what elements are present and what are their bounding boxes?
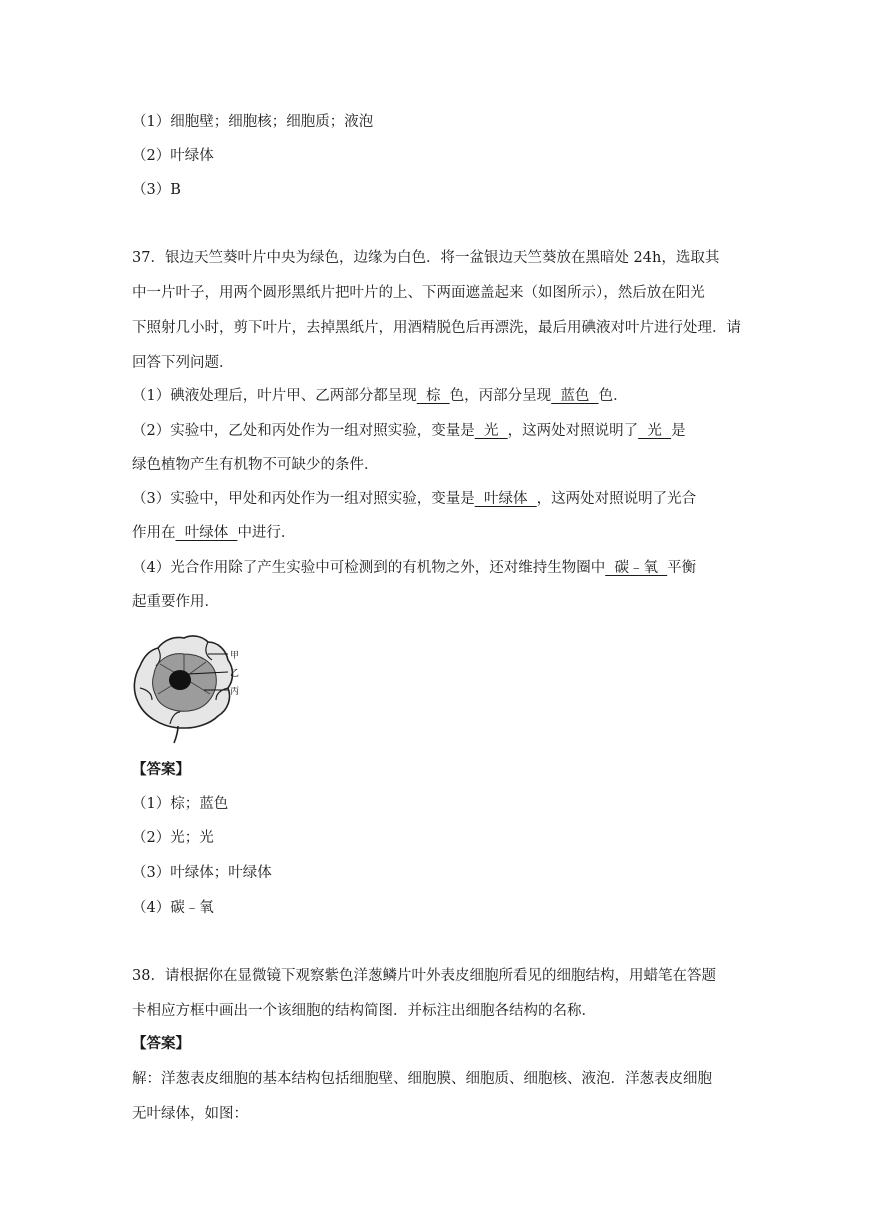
blank-answer: 光 [474, 423, 508, 439]
q37-answer-1: （1）棕；蓝色 [132, 796, 229, 812]
prev-answer-3: （3）B [132, 182, 181, 198]
label-yi: 乙 [230, 669, 240, 679]
q37-answer-3: （3）叶绿体；叶绿体 [132, 865, 272, 881]
blank-answer: 棕 [416, 388, 450, 404]
blank-answer: 蓝色 [551, 388, 599, 404]
label-jia: 甲 [230, 651, 240, 661]
q37-answer-title: 【答案】 [132, 762, 190, 778]
q37-sub2: （2）实验中，乙处和丙处作为一组对照实验，变量是 光 ，这两处对照说明了 光 是 [132, 423, 686, 439]
q37-stem-line-4: 回答下列问题． [132, 355, 234, 371]
q38-answer-title: 【答案】 [132, 1036, 190, 1052]
leaf-figure [130, 628, 242, 744]
q37-sub3: （3）实验中，甲处和丙处作为一组对照实验，变量是 叶绿体 ，这两处对照说明了光合 [132, 491, 697, 507]
blank-answer: 光 [638, 423, 672, 439]
prev-answer-1: （1）细胞壁；细胞核；细胞质；液泡 [132, 114, 374, 130]
q38-explain-line-1: 解：洋葱表皮细胞的基本结构包括细胞壁、细胞膜、细胞质、细胞核、液泡．洋葱表皮细胞 [132, 1071, 712, 1087]
q37-stem-line-1: 37．银边天竺葵叶片中央为绿色，边缘为白色．将一盆银边天竺葵放在黑暗处 24h，选取其 [132, 250, 720, 266]
prev-answer-2: （2）叶绿体 [132, 148, 214, 164]
q37-answer-4: （4）碳﹣氧 [132, 900, 214, 916]
q37-sub3-cont: 作用在 叶绿体 中进行． [132, 525, 296, 541]
q37-sub2-cont: 绿色植物产生有机物不可缺少的条件． [132, 457, 379, 473]
q38-stem-line-2: 卡相应方框中画出一个该细胞的结构简图．并标注出细胞各结构的名称． [132, 1003, 596, 1019]
q37-sub1: （1）碘液处理后，叶片甲、乙两部分都呈现 棕 色，丙部分呈现 蓝色 色． [132, 388, 628, 404]
q38-stem-line-1: 38．请根据你在显微镜下观察紫色洋葱鳞片叶外表皮细胞所看见的细胞结构，用蜡笔在答题 [132, 968, 716, 984]
blank-answer: 叶绿体 [175, 525, 238, 541]
q37-sub4-cont: 起重要作用． [132, 594, 219, 610]
q37-answer-2: （2）光；光 [132, 830, 214, 846]
q37-sub4: （4）光合作用除了产生实验中可检测到的有机物之外，还对维持生物圈中 碳﹣氧 平衡 [132, 560, 697, 576]
q38-explain-line-2: 无叶绿体，如图： [132, 1106, 248, 1122]
blank-answer: 叶绿体 [474, 491, 537, 507]
blank-answer: 碳﹣氧 [605, 560, 668, 576]
label-bing: 丙 [230, 687, 240, 697]
q37-stem-line-2: 中一片叶子，用两个圆形黑纸片把叶片的上、下两面遮盖起来（如图所示），然后放在阳光 [132, 285, 705, 301]
q37-stem-line-3: 下照射几小时，剪下叶片，去掉黑纸片，用酒精脱色后再漂洗，最后用碘液对叶片进行处理．请 [132, 320, 741, 336]
